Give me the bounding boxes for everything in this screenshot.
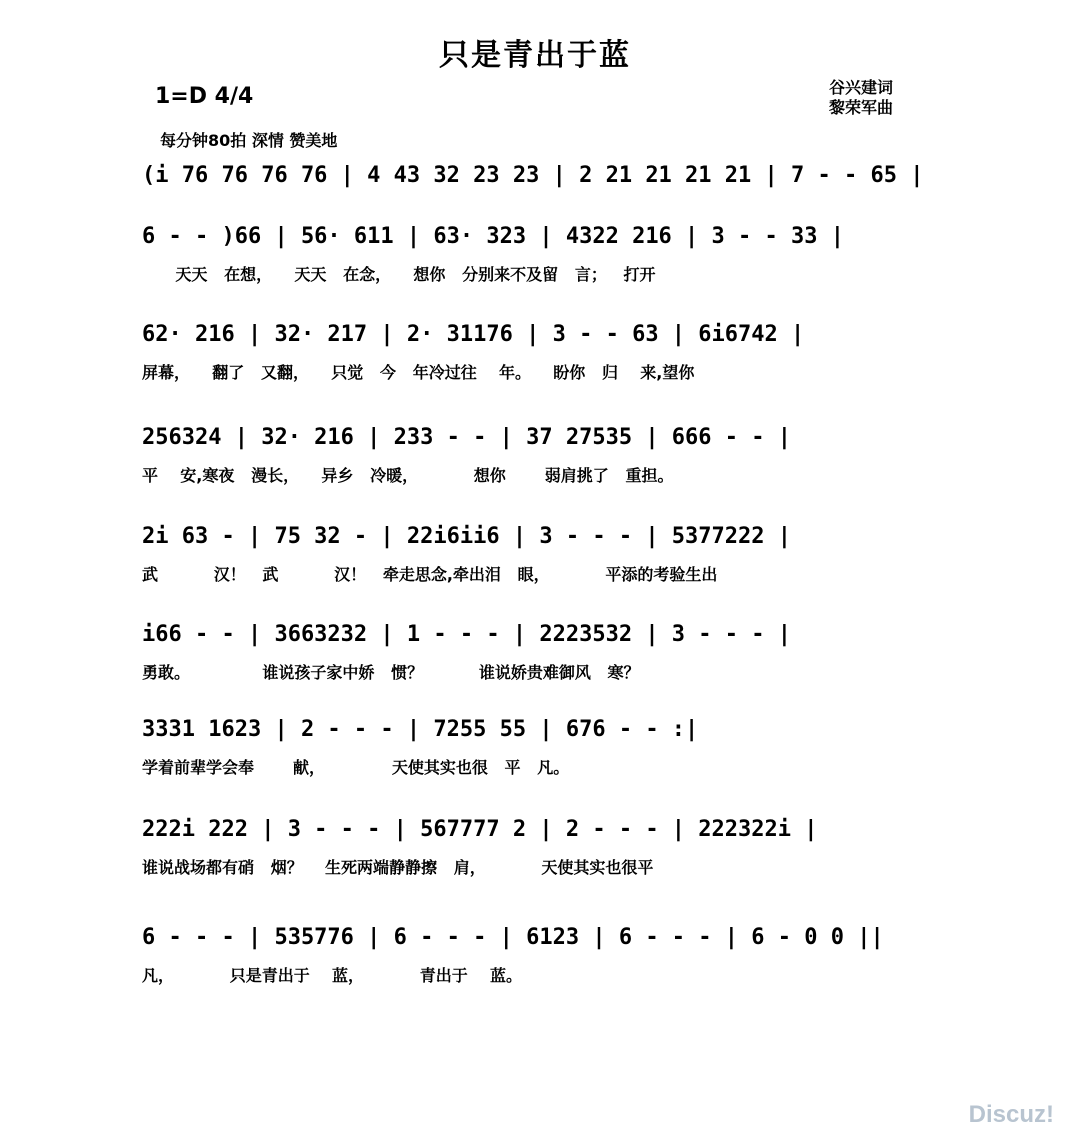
score-row-8 bbox=[0, 810, 1070, 900]
score-row-9 bbox=[0, 918, 1070, 1008]
score-row-2 bbox=[0, 217, 1070, 307]
lyrics-line: 谁说战场都有硝 烟？ 生死两端静静擦 肩， 天使其实也很平 bbox=[142, 858, 654, 877]
notes-line: (i 76 76 76 76 | 4 43 32 23 23 | 2 21 21 21 21 | 7 - - 65 | bbox=[142, 163, 924, 188]
notes-line: i66 - - | 3663232 | 1 - - - | 2223532 | 3 - - - | bbox=[142, 622, 792, 647]
notes-line: 222i 222 | 3 - - - | 567777 2 | 2 - - - | 222322i | bbox=[142, 817, 818, 842]
lyrics-line: 屏幕， 翻了 又翻， 只觉 今 年冷过往 年。 盼你 归 来,望你 bbox=[142, 363, 695, 382]
notes-line: 6 - - - | 535776 | 6 - - - | 6123 | 6 - - - | 6 - 0 0 || bbox=[142, 925, 884, 950]
key-signature: 1=D 4/4 bbox=[155, 84, 254, 109]
notes-line: 2i 63 - | 75 32 - | 22i6ii6 | 3 - - - | 5377222 | bbox=[142, 524, 792, 549]
composer: 黎荣军曲 bbox=[829, 98, 894, 117]
lyrics-line: 武 汉！ 武 汉！ 牵走思念,牵出泪 眼， 平添的考验生出 bbox=[142, 565, 718, 584]
lyrics-line: 学着前辈学会奉 献， 天使其实也很 平 凡。 bbox=[142, 758, 570, 777]
lyricist: 谷兴建词 bbox=[829, 78, 894, 97]
watermark-logo: Discuz! bbox=[968, 1101, 1054, 1128]
lyrics-line: 天天 在想， 天天 在念， 想你 分别来不及留 言； 打开 bbox=[142, 265, 656, 284]
score-row-5 bbox=[0, 517, 1070, 607]
score-row-6 bbox=[0, 615, 1070, 705]
score-row-4 bbox=[0, 418, 1070, 508]
lyrics-line: 凡， 只是青出于 蓝， 青出于 蓝。 bbox=[142, 966, 522, 985]
notes-line: 256324 | 32· 216 | 233 - - | 37 27535 | 666 - - | bbox=[142, 425, 792, 450]
score-row-7 bbox=[0, 710, 1070, 800]
song-title: 只是青出于蓝 bbox=[439, 38, 631, 73]
notes-line: 3331 1623 | 2 - - - | 7255 55 | 676 - - :| bbox=[142, 717, 699, 742]
score-row-3 bbox=[0, 315, 1070, 405]
credits bbox=[829, 78, 893, 118]
lyrics-line: 勇敢。 谁说孩子家中娇 惯？ 谁说娇贵难御风 寒？ bbox=[142, 663, 640, 682]
tempo-marking: 每分钟80拍 深情 赞美地 bbox=[160, 131, 338, 150]
notes-line: 62· 216 | 32· 217 | 2· 31176 | 3 - - 63 | 6i6742 | bbox=[142, 322, 805, 347]
lyrics-line: 平 安,寒夜 漫长， 异乡 冷暖， 想你 弱肩挑了 重担。 bbox=[142, 466, 674, 485]
notes-line: 6 - - )66 | 56· 611 | 63· 323 | 4322 216 | 3 - - 33 | bbox=[142, 224, 844, 249]
